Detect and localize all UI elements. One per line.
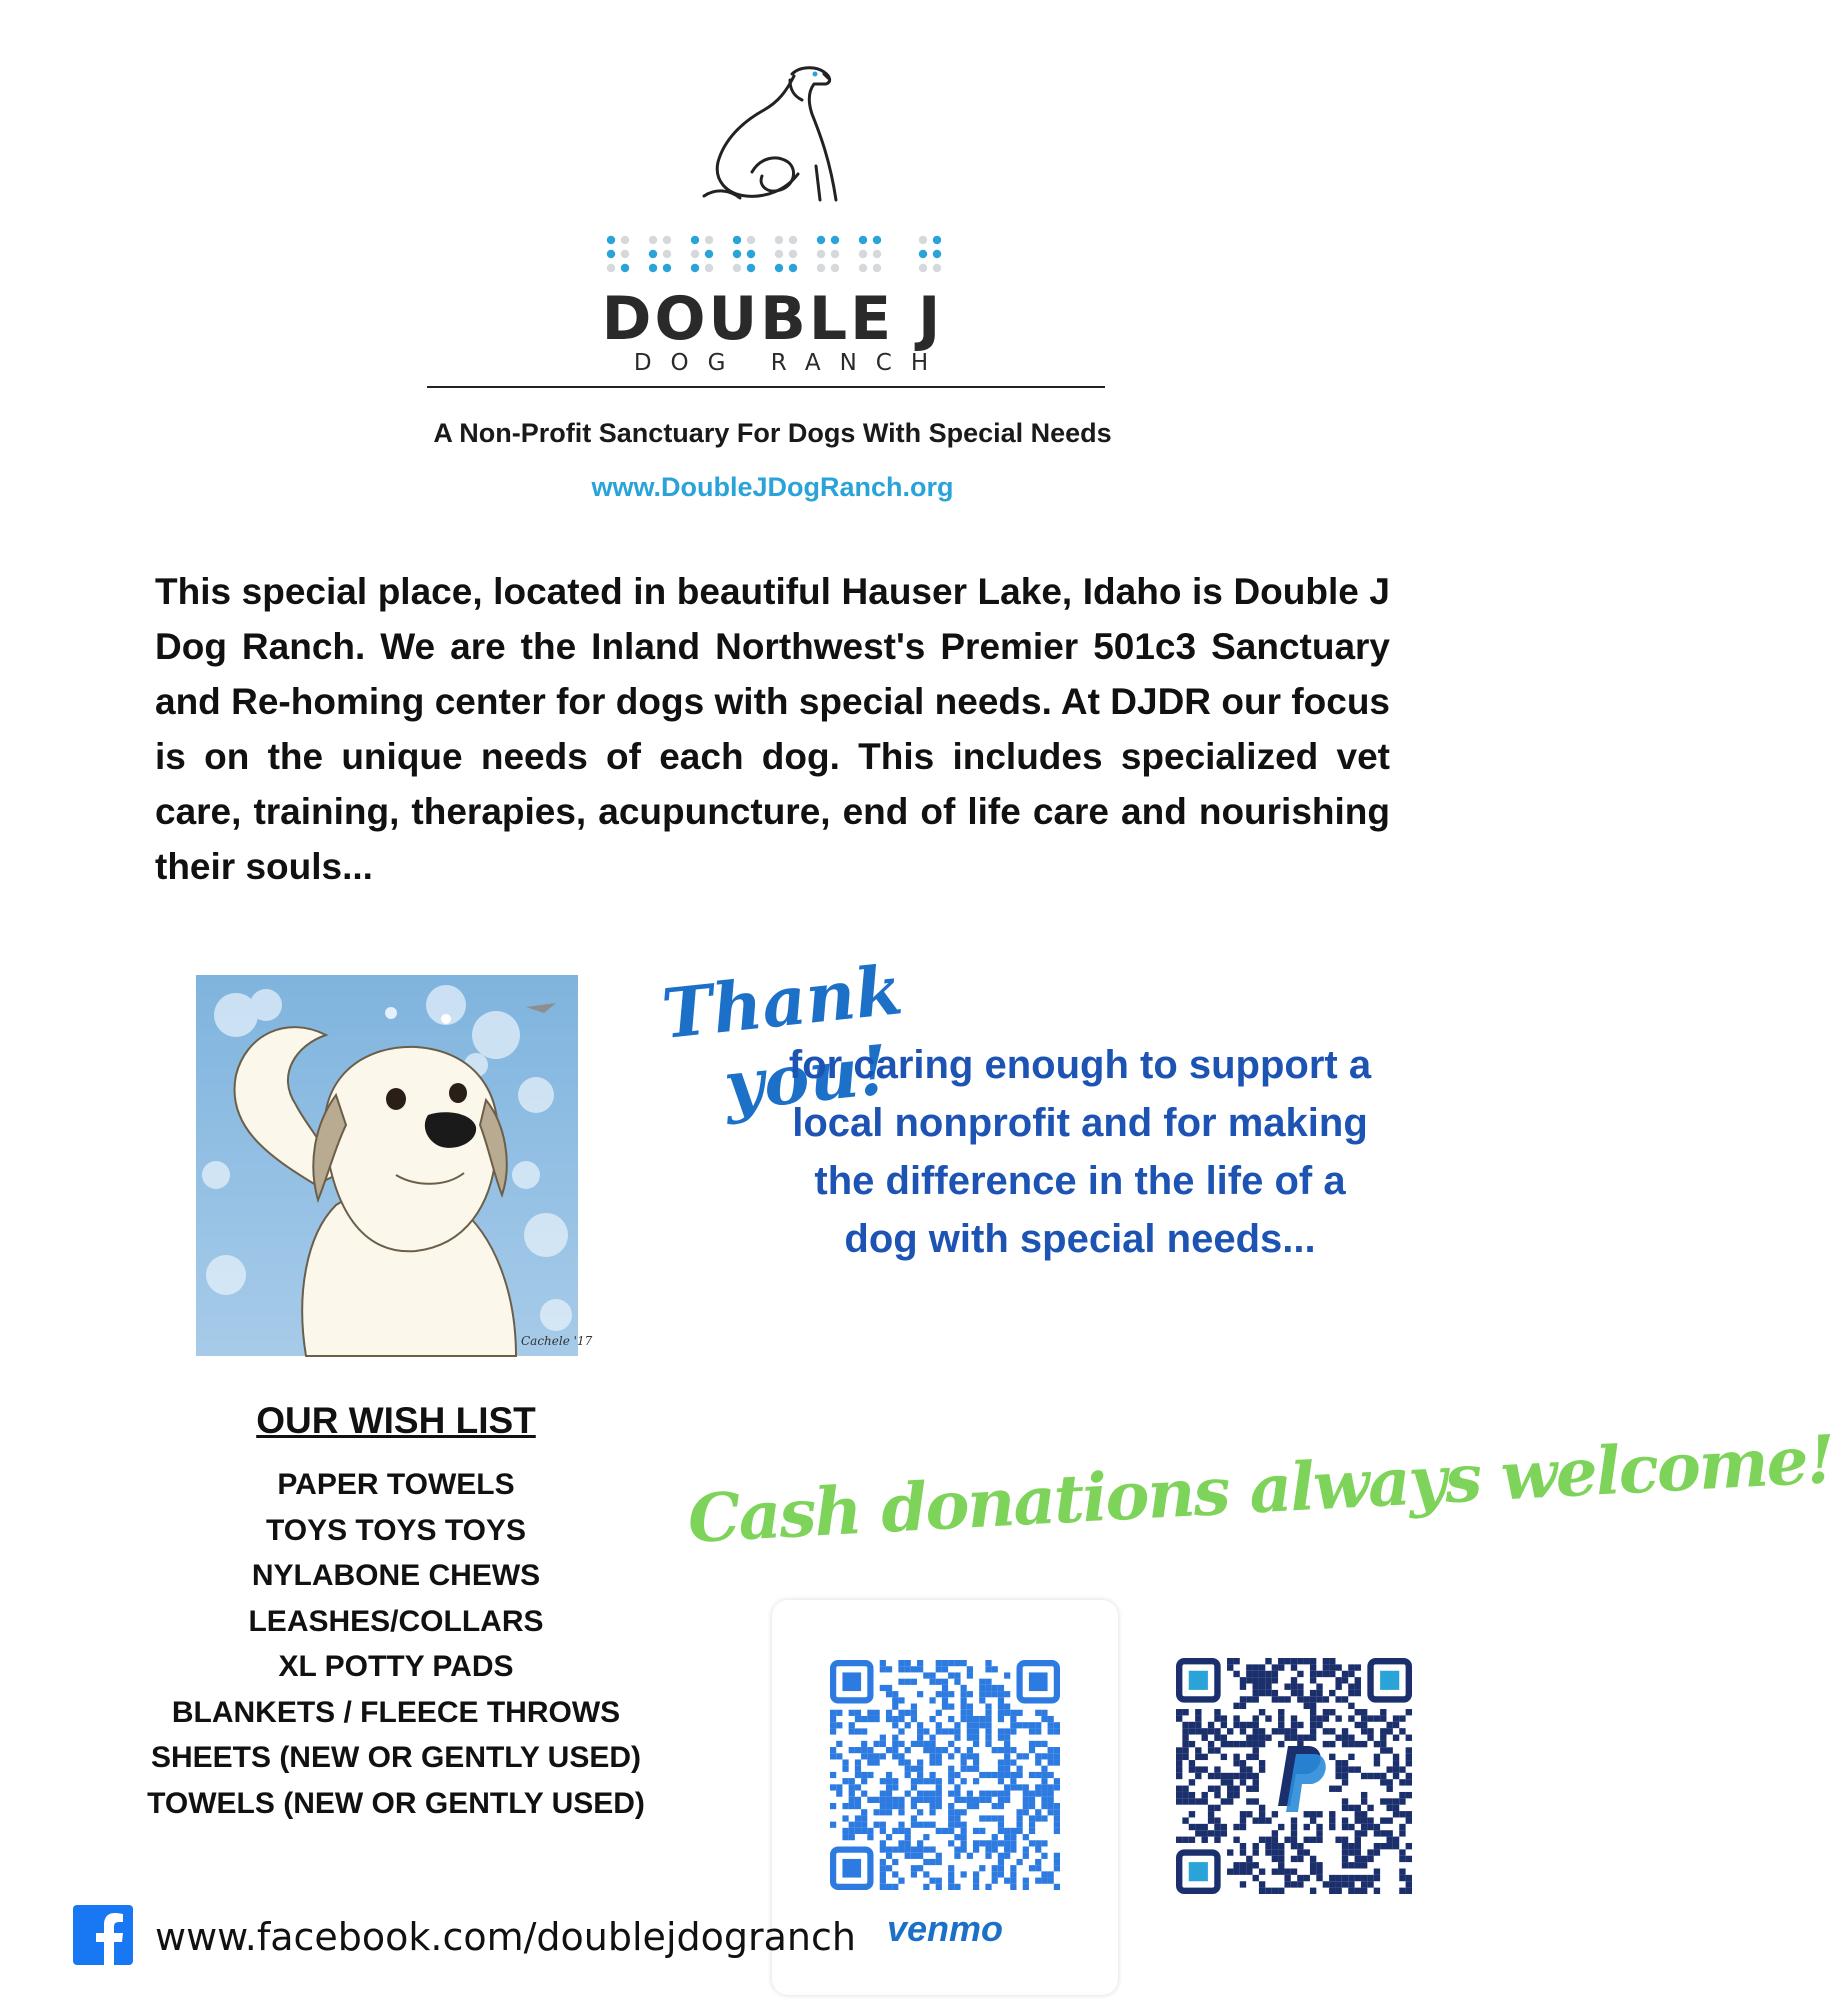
wish-list-title: OUR WISH LIST bbox=[256, 1400, 536, 1441]
intro-paragraph: This special place, located in beautiful Hauser Lake, Idaho is Double J Dog Ranch. We are the Inland Northwest's Premier 501c3 Sanctuary and Re-homing center for dogs with special needs. At DJDR our focus is on the unique needs of each dog. This includes specialized vet care, training, therapies, acupuncture, end of life care and nourishing their souls... bbox=[155, 571, 1390, 887]
header-divider bbox=[427, 386, 1105, 388]
list-item: TOYS TOYS TOYS bbox=[265, 1513, 527, 1547]
list-item: PAPER TOWELS bbox=[277, 1468, 515, 1501]
cash-donations-banner: Cash donations always welcome! bbox=[685, 1420, 1835, 1558]
venmo-qr-code[interactable] bbox=[830, 1660, 1060, 1890]
art-signature: Cachele '17 bbox=[521, 1334, 593, 1348]
dog-logo-icon bbox=[690, 62, 860, 212]
thank-you-message: for caring enough to support a local nonprofit and for making the difference in the life of a dog with special needs... bbox=[788, 1043, 1372, 1261]
list-item: TOWELS (NEW OR GENTLY USED) bbox=[147, 1786, 645, 1820]
dog-illustration bbox=[196, 975, 593, 1356]
brand-subtitle: DOG RANCH bbox=[633, 350, 948, 376]
list-item: LEASHES/COLLARS bbox=[248, 1604, 544, 1638]
venmo-logo: venmo bbox=[886, 1908, 1004, 1949]
braille-logo-dots bbox=[605, 234, 945, 278]
list-item: SHEETS (NEW OR GENTLY USED) bbox=[150, 1741, 642, 1774]
facebook-icon[interactable] bbox=[73, 1905, 133, 1965]
thank-script-line2: you! bbox=[720, 1030, 893, 1127]
list-item: XL POTTY PADS bbox=[278, 1650, 514, 1683]
facebook-url[interactable]: www.facebook.com/doublejdogranch bbox=[155, 1915, 856, 1959]
brand-title: DOUBLE J bbox=[601, 284, 944, 354]
tagline: A Non-Profit Sanctuary For Dogs With Special Needs bbox=[433, 418, 1112, 448]
website-link[interactable]: www.DoubleJDogRanch.org bbox=[591, 472, 954, 502]
list-item: BLANKETS / FLEECE THROWS bbox=[171, 1695, 621, 1729]
thank-script-line1: Thank bbox=[658, 950, 907, 1055]
paypal-qr-code[interactable] bbox=[1176, 1658, 1412, 1894]
wish-list bbox=[96, 1462, 696, 1826]
list-item: NYLABONE CHEWS bbox=[251, 1559, 541, 1592]
